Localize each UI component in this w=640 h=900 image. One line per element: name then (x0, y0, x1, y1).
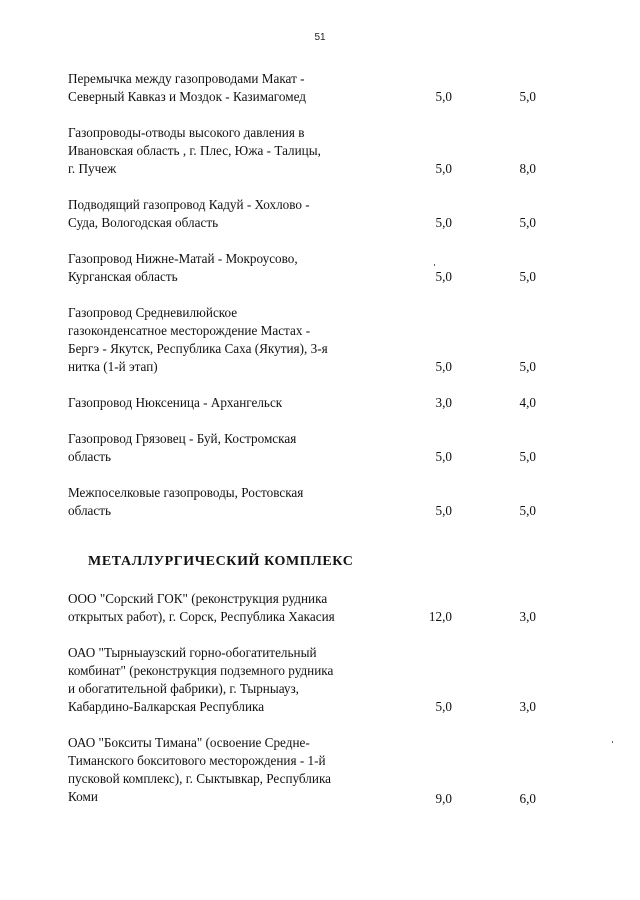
project-text-line: Межпоселковые газопроводы, Ростовская (68, 485, 304, 500)
value-a: 9,0 (435, 791, 452, 806)
project-text-line: нитка (1-й этап) (68, 359, 158, 374)
project-text-line: Кабардино-Балкарская Республика (68, 699, 265, 714)
scan-speck (434, 264, 435, 266)
project-text-line: Коми (68, 789, 98, 804)
page-number: 51 (314, 32, 326, 43)
project-description (68, 590, 388, 626)
value-b: 3,0 (519, 699, 536, 714)
value-a: 5,0 (435, 161, 452, 176)
value-b: 4,0 (519, 395, 536, 410)
project-text-line: газоконденсатное месторождение Мастах - (68, 323, 311, 338)
value-a: 5,0 (435, 449, 452, 464)
project-text-line: пусковой комплекс), г. Сыктывкар, Республика (68, 771, 332, 786)
project-text-line: Газопровод Средневилюйское (68, 305, 238, 320)
value-b: 5,0 (519, 449, 536, 464)
project-text-line: Северный Кавказ и Моздок - Казимагомед (68, 89, 306, 104)
value-b: 6,0 (519, 791, 536, 806)
project-text-line: открытых работ), г. Сорск, Республика Хакасия (68, 609, 335, 624)
project-description (68, 304, 388, 376)
project-text-line: Газопроводы-отводы высокого давления в (68, 125, 305, 140)
value-b: 8,0 (519, 161, 536, 176)
value-a: 5,0 (435, 503, 452, 518)
project-description (68, 124, 388, 178)
project-text-line: Газопровод Грязовец - Буй, Костромская (68, 431, 297, 446)
value-a: 12,0 (428, 609, 452, 624)
value-a: 5,0 (435, 89, 452, 104)
project-text-line: и обогатительной фабрики), г. Тырныауз, (68, 681, 299, 696)
project-description (68, 644, 388, 716)
project-text-line: Ивановская область , г. Плес, Южа - Талицы, (68, 143, 321, 158)
section-heading: МЕТАЛЛУРГИЧЕСКИЙ КОМПЛЕКС (88, 554, 354, 569)
value-a: 5,0 (435, 359, 452, 374)
value-a: 5,0 (435, 269, 452, 284)
project-description (68, 484, 388, 520)
project-text-line: Газопровод Нижне-Матай - Мокроусово, (68, 251, 298, 266)
scan-speck (612, 741, 613, 743)
project-description (68, 734, 388, 806)
value-b: 5,0 (519, 269, 536, 284)
project-text-line: г. Пучеж (68, 161, 117, 176)
project-description (68, 196, 388, 232)
project-description (68, 70, 388, 106)
project-text-line: Перемычка между газопроводами Макат - (68, 71, 305, 86)
project-text-line: ОАО "Бокситы Тимана" (освоение Средне- (68, 735, 310, 750)
value-a: 5,0 (435, 699, 452, 714)
project-text-line: Подводящий газопровод Кадуй - Хохлово - (68, 197, 310, 212)
value-b: 5,0 (519, 89, 536, 104)
value-b: 3,0 (519, 609, 536, 624)
project-text-line: Бергэ - Якутск, Республика Саха (Якутия), 3-я (68, 341, 328, 356)
project-text-line: Суда, Вологодская область (68, 215, 219, 230)
project-text-line: комбинат" (реконструкция подземного рудника (68, 663, 334, 678)
project-text-line: Газопровод Нюксеница - Архангельск (68, 395, 283, 410)
value-b: 5,0 (519, 215, 536, 230)
project-text-line: область (68, 503, 112, 518)
project-description (68, 394, 388, 412)
value-a: 5,0 (435, 215, 452, 230)
project-text-line: область (68, 449, 112, 464)
project-text-line: Курганская область (68, 269, 178, 284)
project-description (68, 250, 388, 286)
value-b: 5,0 (519, 503, 536, 518)
value-a: 3,0 (435, 395, 452, 410)
project-text-line: Тиманского бокситового месторождения - 1-й (68, 753, 326, 768)
project-text-line: ООО "Сорский ГОК" (реконструкция рудника (68, 591, 328, 606)
value-b: 5,0 (519, 359, 536, 374)
project-text-line: ОАО "Тырныаузский горно-обогатительный (68, 645, 317, 660)
project-description (68, 430, 388, 466)
